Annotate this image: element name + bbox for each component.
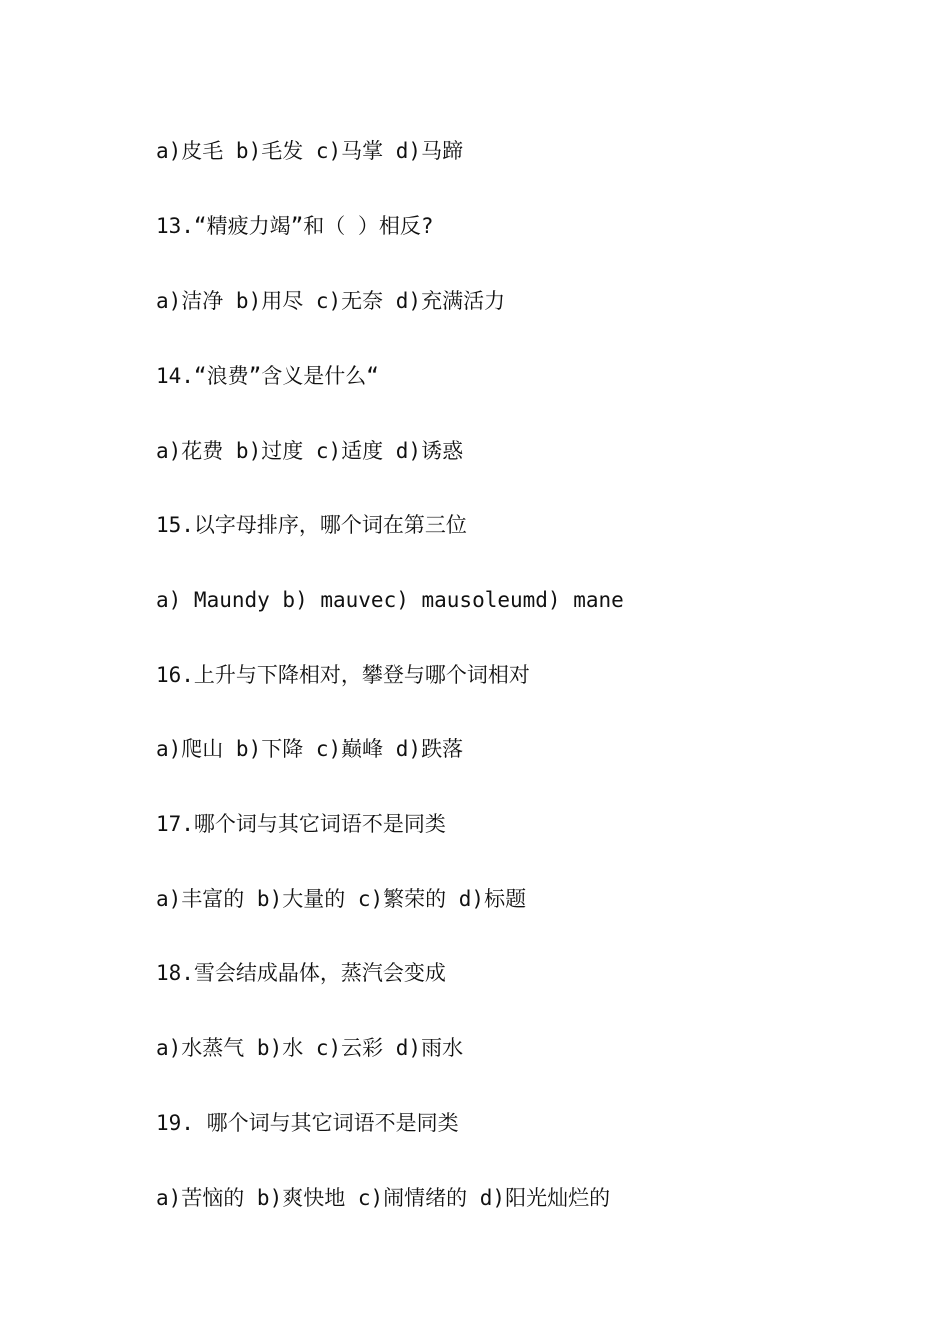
options-line-13: a)洁净 b)用尽 c)无奈 d)充满活力 [156, 289, 506, 313]
options-line-16: a)爬山 b)下降 c)巅峰 d)跌落 [156, 737, 464, 761]
options-line-14: a)花费 b)过度 c)适度 d)诱惑 [156, 439, 464, 463]
question-19: 19. 哪个词与其它词语不是同类 [156, 1111, 459, 1135]
options-line-17: a)丰富的 b)大量的 c)繁荣的 d)标题 [156, 887, 527, 911]
options-line-19: a)苦恼的 b)爽快地 c)闹情绪的 d)阳光灿烂的 [156, 1186, 611, 1210]
options-line-12: a)皮毛 b)毛发 c)马掌 d)马蹄 [156, 139, 464, 163]
question-16: 16.上升与下降相对，攀登与哪个词相对 [156, 663, 530, 687]
question-18: 18.雪会结成晶体，蒸汽会变成 [156, 961, 446, 985]
question-14: 14.“浪费”含义是什么“ [156, 364, 379, 388]
question-15: 15.以字母排序，哪个词在第三位 [156, 513, 467, 537]
options-line-18: a)水蒸气 b)水 c)云彩 d)雨水 [156, 1036, 464, 1060]
question-13: 13.“精疲力竭”和（ ）相反? [156, 214, 434, 238]
question-17: 17.哪个词与其它词语不是同类 [156, 812, 446, 836]
options-line-15: a) Maundy b) mauvec) mausoleumd) mane [156, 588, 624, 612]
